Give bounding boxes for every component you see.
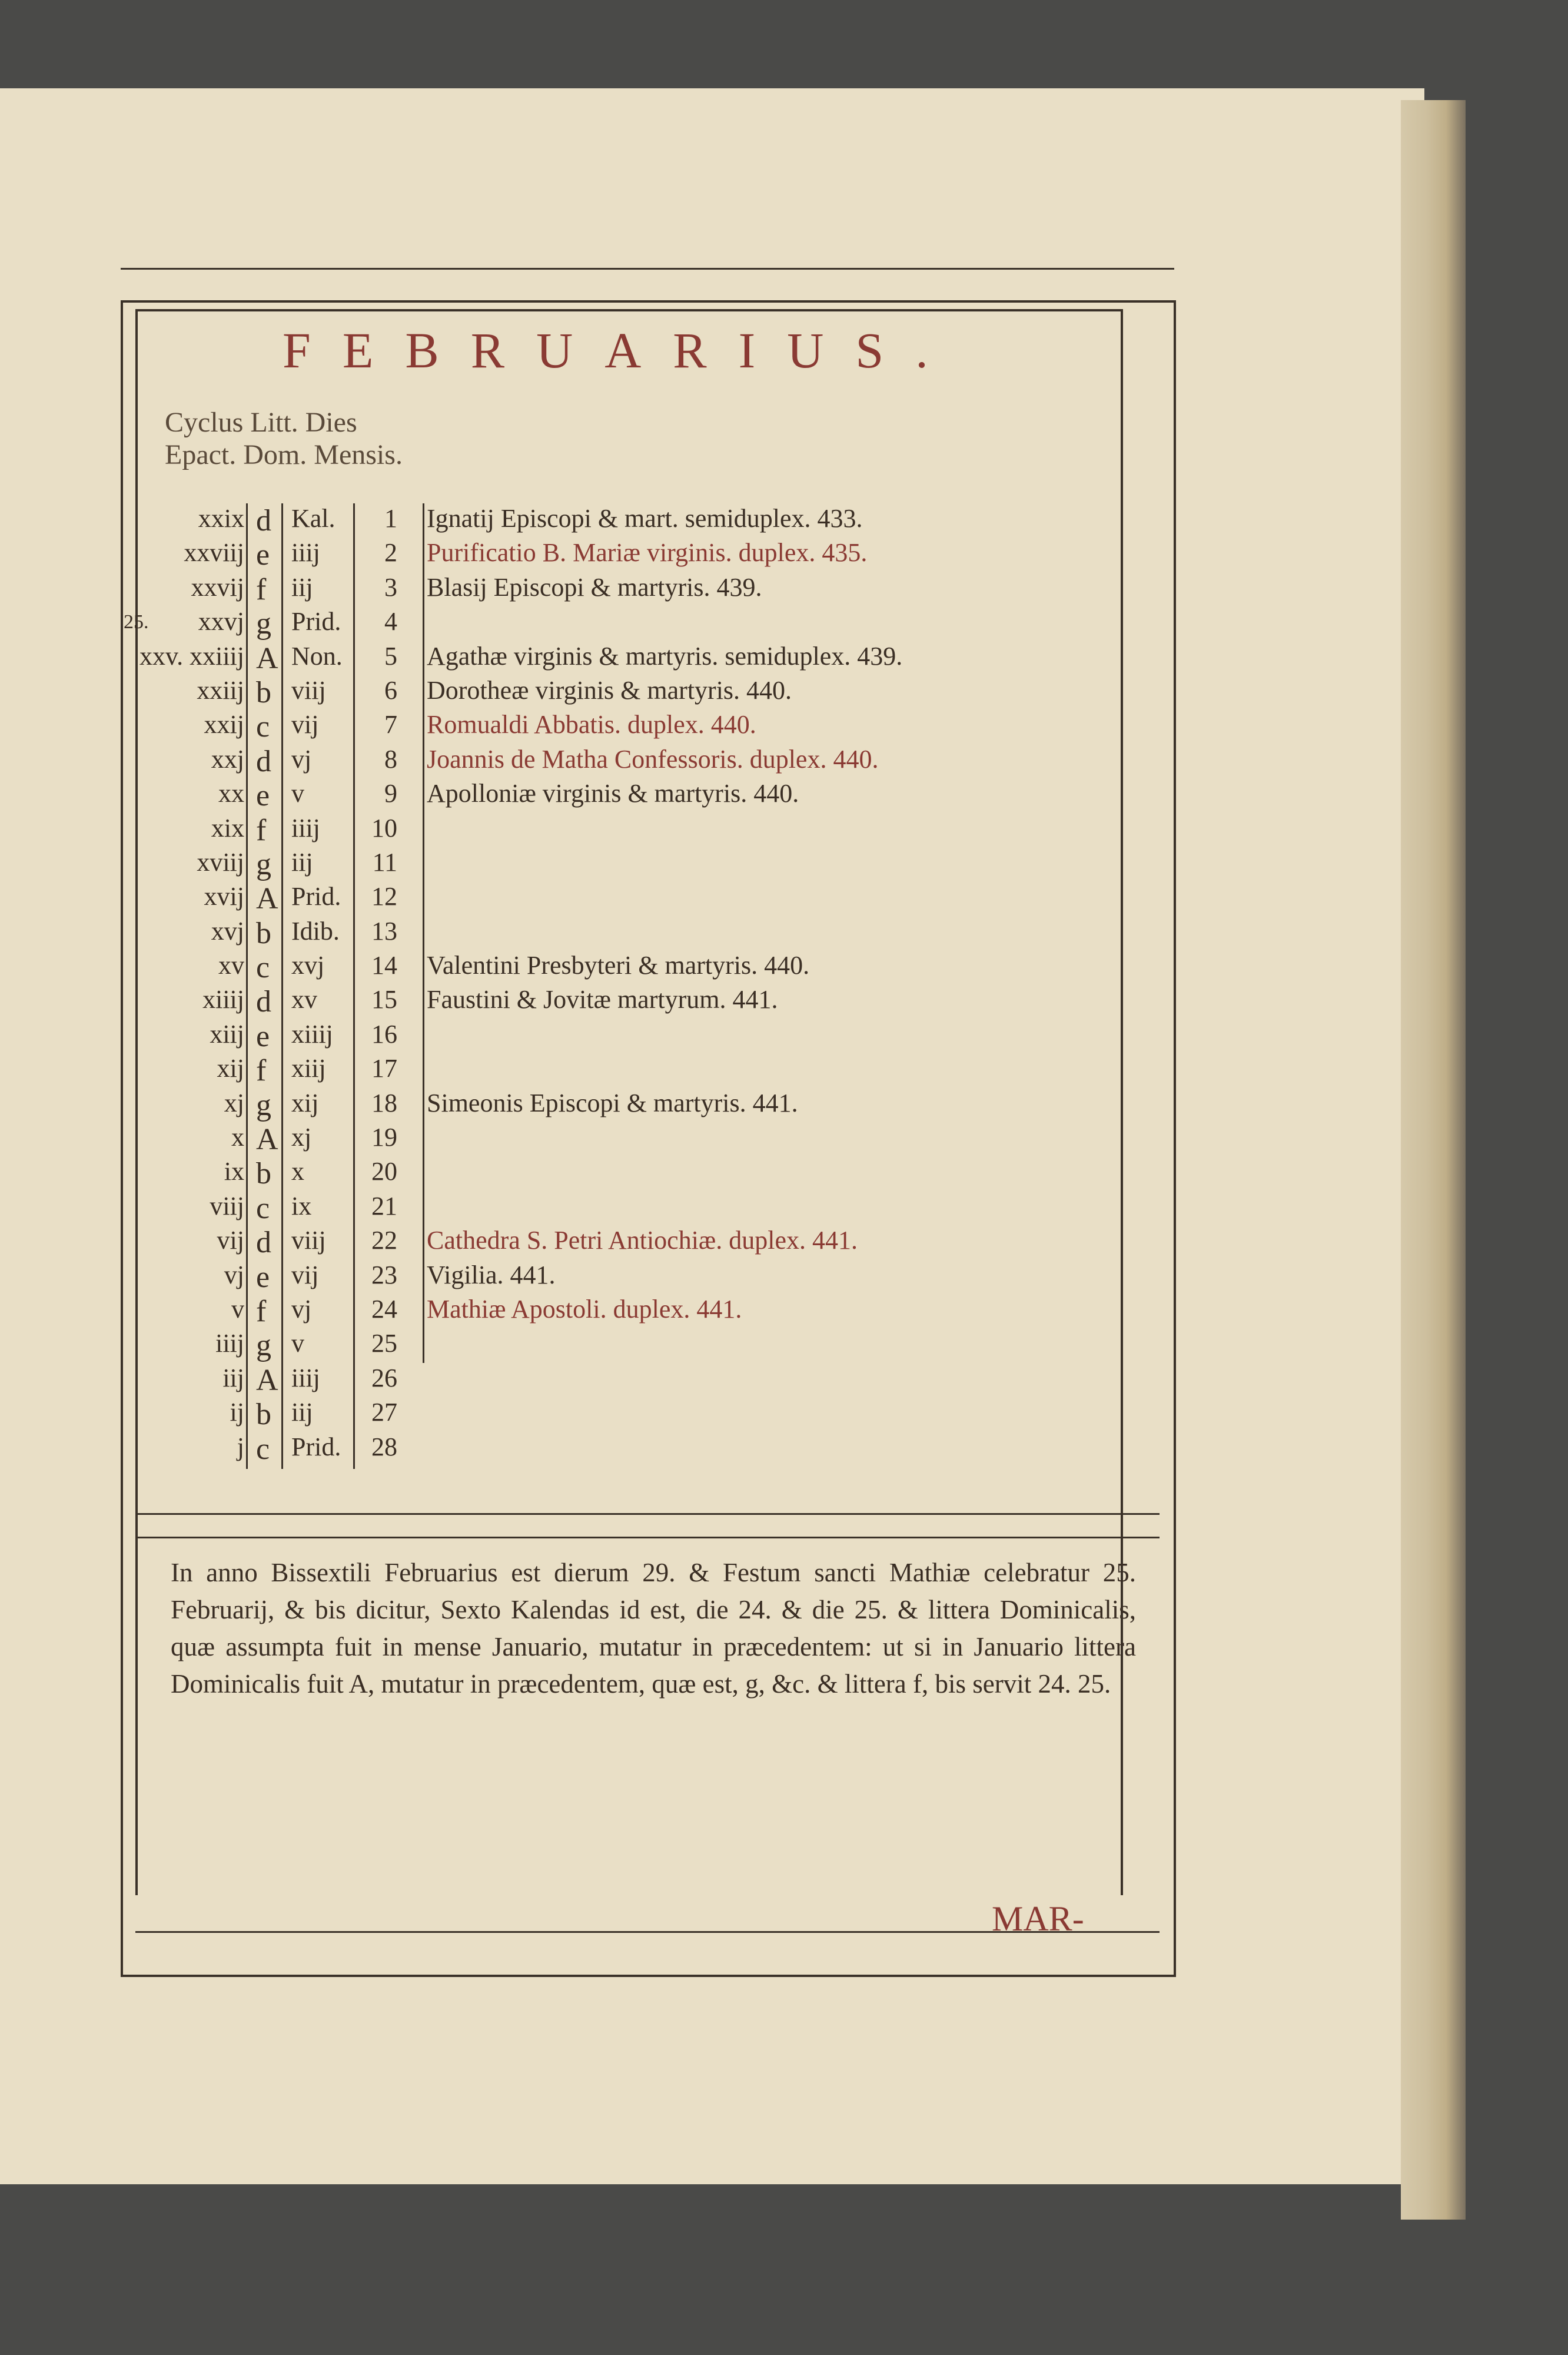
dies-cell: iij	[291, 847, 313, 877]
table-row	[124, 1053, 1171, 1087]
epact-cell: xxvij	[191, 572, 244, 602]
day-number-cell: 16	[371, 1019, 397, 1049]
epact-cell: xxix	[198, 504, 244, 533]
table-row	[124, 1225, 1171, 1259]
feast-cell: Apolloniæ virginis & martyris. 440.	[427, 779, 799, 808]
table-row	[124, 709, 1171, 744]
day-number-cell: 24	[371, 1294, 397, 1324]
table-row	[124, 881, 1171, 916]
day-number-cell: 1	[384, 504, 397, 533]
dominical-letter-cell: b	[256, 1398, 271, 1432]
epact-cell: xj	[224, 1088, 244, 1117]
epact-cell: vij	[217, 1226, 244, 1255]
table-row	[124, 916, 1171, 950]
dominical-letter-cell: g	[256, 607, 271, 641]
day-number-cell: 11	[372, 847, 397, 877]
day-number-cell: 13	[371, 916, 397, 946]
feast-cell: Vigilia. 441.	[427, 1260, 556, 1289]
epact-cell: ix	[224, 1157, 244, 1186]
day-number-cell: 7	[384, 710, 397, 739]
dies-cell: Non.	[291, 641, 343, 671]
dies-cell: xv	[291, 985, 317, 1014]
dominical-letter-cell: g	[256, 1329, 271, 1363]
epact-cell: xx	[218, 779, 244, 808]
dominical-letter-cell: A	[256, 882, 278, 916]
dies-cell: vij	[291, 1260, 319, 1289]
day-number-cell: 18	[371, 1088, 397, 1117]
feast-cell: Ignatij Episcopi & mart. semiduplex. 433.	[427, 504, 863, 533]
dies-cell: viij	[291, 675, 326, 705]
day-number-cell: 6	[384, 675, 397, 705]
table-row	[124, 1156, 1171, 1190]
table-row	[124, 1088, 1171, 1122]
epact-cell: xvj	[211, 916, 244, 946]
dominical-letter-cell: c	[256, 1432, 270, 1466]
epact-cell: viij	[210, 1191, 244, 1220]
table-row	[124, 1019, 1171, 1053]
dominical-letter-cell: e	[256, 1260, 270, 1294]
day-number-cell: 4	[384, 607, 397, 636]
epact-cell: iiij	[215, 1329, 244, 1358]
dies-cell: viij	[291, 1226, 326, 1255]
dies-cell: iiij	[291, 538, 320, 568]
dies-cell: iiij	[291, 813, 320, 843]
dies-cell: Prid.	[291, 882, 341, 911]
dominical-letter-cell: f	[256, 572, 267, 606]
epact-cell: xiiij	[202, 985, 244, 1014]
table-row	[124, 1432, 1171, 1466]
epact-cell: xxiij	[197, 675, 244, 705]
table-row	[124, 503, 1171, 538]
table-row	[124, 538, 1171, 572]
dominical-letter-cell: d	[256, 744, 271, 778]
dies-cell: vj	[291, 1294, 312, 1324]
dies-cell: vij	[291, 710, 319, 739]
epact-cell: xxj	[211, 744, 244, 774]
feast-cell: Blasij Episcopi & martyris. 439.	[427, 572, 762, 602]
feast-cell: Joannis de Matha Confessoris. duplex. 440.	[427, 744, 879, 774]
day-number-cell: 12	[371, 882, 397, 911]
epact-cell: xiij	[210, 1019, 244, 1049]
dies-cell: xiiij	[291, 1019, 333, 1049]
dies-cell: vj	[291, 744, 312, 774]
dominical-letter-cell: A	[256, 1123, 278, 1157]
calendar-rows	[124, 503, 1171, 1466]
day-number-cell: 28	[371, 1432, 397, 1461]
day-number-cell: 27	[371, 1398, 397, 1427]
dies-cell: Idib.	[291, 916, 340, 946]
day-number-cell: 26	[371, 1363, 397, 1392]
day-number-cell: 15	[371, 985, 397, 1014]
dies-cell: v	[291, 779, 304, 808]
month-title: FEBRUARIUS.	[283, 322, 960, 379]
dominical-letter-cell: e	[256, 779, 270, 813]
feast-cell: Agathæ virginis & martyris. semiduplex. 439.	[427, 641, 903, 671]
dominical-letter-cell: b	[256, 675, 271, 709]
day-number-cell: 20	[371, 1157, 397, 1186]
day-number-cell: 10	[371, 813, 397, 843]
epact-cell: xviij	[197, 847, 244, 877]
dominical-letter-cell: g	[256, 1088, 271, 1122]
dies-cell: xiij	[291, 1054, 326, 1083]
table-row	[124, 847, 1171, 881]
bissextile-note: In anno Bissextili Februarius est dierum 29. & Festum sancti Mathiæ celebratur 25. Februarij, & bis dicitur, Sexto Kalendas id est, die 24. & die 25. & littera Dominicalis, quæ assumpta fuit in mense Januario, mutatur in præcedentem: ut si in Januario littera Dominicalis fuit A, mutatur in præcedentem, quæ est, g, &c. & littera f, bis servit 24. 25.	[171, 1558, 1136, 1699]
feast-cell: Purificatio B. Mariæ virginis. duplex. 435.	[427, 538, 868, 568]
dies-cell: Prid.	[291, 607, 341, 636]
dominical-letter-cell: c	[256, 1191, 270, 1225]
day-number-cell: 9	[384, 779, 397, 808]
dies-cell: Prid.	[291, 1432, 341, 1461]
day-number-cell: 23	[371, 1260, 397, 1289]
dominical-letter-cell: d	[256, 504, 271, 538]
table-row	[124, 675, 1171, 709]
dominical-letter-cell: e	[256, 1019, 270, 1053]
dies-cell: xj	[291, 1123, 312, 1152]
day-number-cell: 2	[384, 538, 397, 568]
dominical-letter-cell: A	[256, 1363, 278, 1397]
epact-cell: xxvj	[198, 607, 244, 636]
table-row	[124, 1328, 1171, 1362]
dies-cell: Kal.	[291, 504, 335, 533]
dies-cell: iij	[291, 572, 313, 602]
dominical-letter-cell: b	[256, 916, 271, 950]
table-row	[124, 984, 1171, 1019]
dies-cell: ix	[291, 1191, 312, 1220]
dominical-letter-cell: e	[256, 538, 270, 572]
table-row	[124, 572, 1171, 606]
dominical-letter-cell: d	[256, 1226, 271, 1260]
feast-cell: Simeonis Episcopi & martyris. 441.	[427, 1088, 798, 1117]
day-number-cell: 19	[371, 1123, 397, 1152]
table-row	[124, 1363, 1171, 1397]
dies-cell: xij	[291, 1088, 319, 1117]
table-row	[124, 1294, 1171, 1328]
note-rule-top	[135, 1513, 1160, 1515]
dominical-letter-cell: A	[256, 641, 278, 675]
feast-cell: Cathedra S. Petri Antiochiæ. duplex. 441.	[427, 1226, 858, 1255]
table-row	[124, 813, 1171, 847]
dies-cell: iij	[291, 1398, 313, 1427]
note-rule-second	[135, 1537, 1160, 1538]
epact-cell: xxv. xxiiij	[139, 641, 244, 671]
feast-cell: Mathiæ Apostoli. duplex. 441.	[427, 1294, 742, 1324]
day-number-cell: 25	[371, 1329, 397, 1358]
day-number-cell: 8	[384, 744, 397, 774]
catchword: MAR-	[992, 1899, 1084, 1938]
epact-cell: x	[231, 1123, 244, 1152]
table-row	[124, 606, 1171, 641]
epact-cell: xv	[218, 951, 244, 980]
table-row	[124, 1191, 1171, 1225]
dominical-letter-cell: f	[256, 1294, 267, 1328]
epact-cell: v	[231, 1294, 244, 1324]
dies-cell: iiij	[291, 1363, 320, 1392]
dominical-letter-cell: d	[256, 985, 271, 1019]
table-row	[124, 1260, 1171, 1294]
epact-cell: iij	[222, 1363, 244, 1392]
feast-cell: Faustini & Jovitæ martyrum. 441.	[427, 985, 778, 1014]
dominical-letter-cell: b	[256, 1157, 271, 1191]
page-edge	[1401, 100, 1466, 2220]
epact-cell: xij	[217, 1054, 244, 1083]
dominical-letter-cell: c	[256, 951, 270, 985]
column-header-line1: Cyclus Litt. Dies	[165, 407, 357, 438]
epact-cell: ij	[230, 1398, 244, 1427]
table-row	[124, 950, 1171, 984]
dominical-letter-cell: c	[256, 710, 270, 744]
table-row	[124, 1397, 1171, 1431]
dominical-letter-cell: f	[256, 813, 267, 847]
feast-cell: Dorotheæ virginis & martyris. 440.	[427, 675, 792, 705]
dies-cell: v	[291, 1329, 304, 1358]
dies-cell: xvj	[291, 951, 325, 980]
day-number-cell: 5	[384, 641, 397, 671]
column-header-line2: Epact. Dom. Mensis.	[165, 439, 403, 470]
dominical-letter-cell: f	[256, 1054, 267, 1088]
table-row	[124, 778, 1171, 812]
epact-cell: xxij	[204, 710, 244, 739]
day-number-cell: 22	[371, 1226, 397, 1255]
feast-cell: Romualdi Abbatis. duplex. 440.	[427, 710, 756, 739]
epact-cell: j	[237, 1432, 244, 1461]
table-row	[124, 1122, 1171, 1156]
feast-cell: Valentini Presbyteri & martyris. 440.	[427, 951, 810, 980]
table-row	[124, 744, 1171, 778]
dominical-letter-cell: g	[256, 847, 271, 881]
top-rule	[121, 268, 1174, 270]
epact-cell: xix	[211, 813, 244, 843]
dies-cell: x	[291, 1157, 304, 1186]
day-number-cell: 21	[371, 1191, 397, 1220]
day-number-cell: 3	[384, 572, 397, 602]
epact-cell: vj	[224, 1260, 244, 1289]
table-row	[124, 641, 1171, 675]
epact-cell: xxviij	[184, 538, 244, 568]
day-number-cell: 17	[371, 1054, 397, 1083]
epact-cell: xvij	[204, 882, 244, 911]
day-number-cell: 14	[371, 951, 397, 980]
epact-prefix: 25.	[124, 611, 149, 633]
